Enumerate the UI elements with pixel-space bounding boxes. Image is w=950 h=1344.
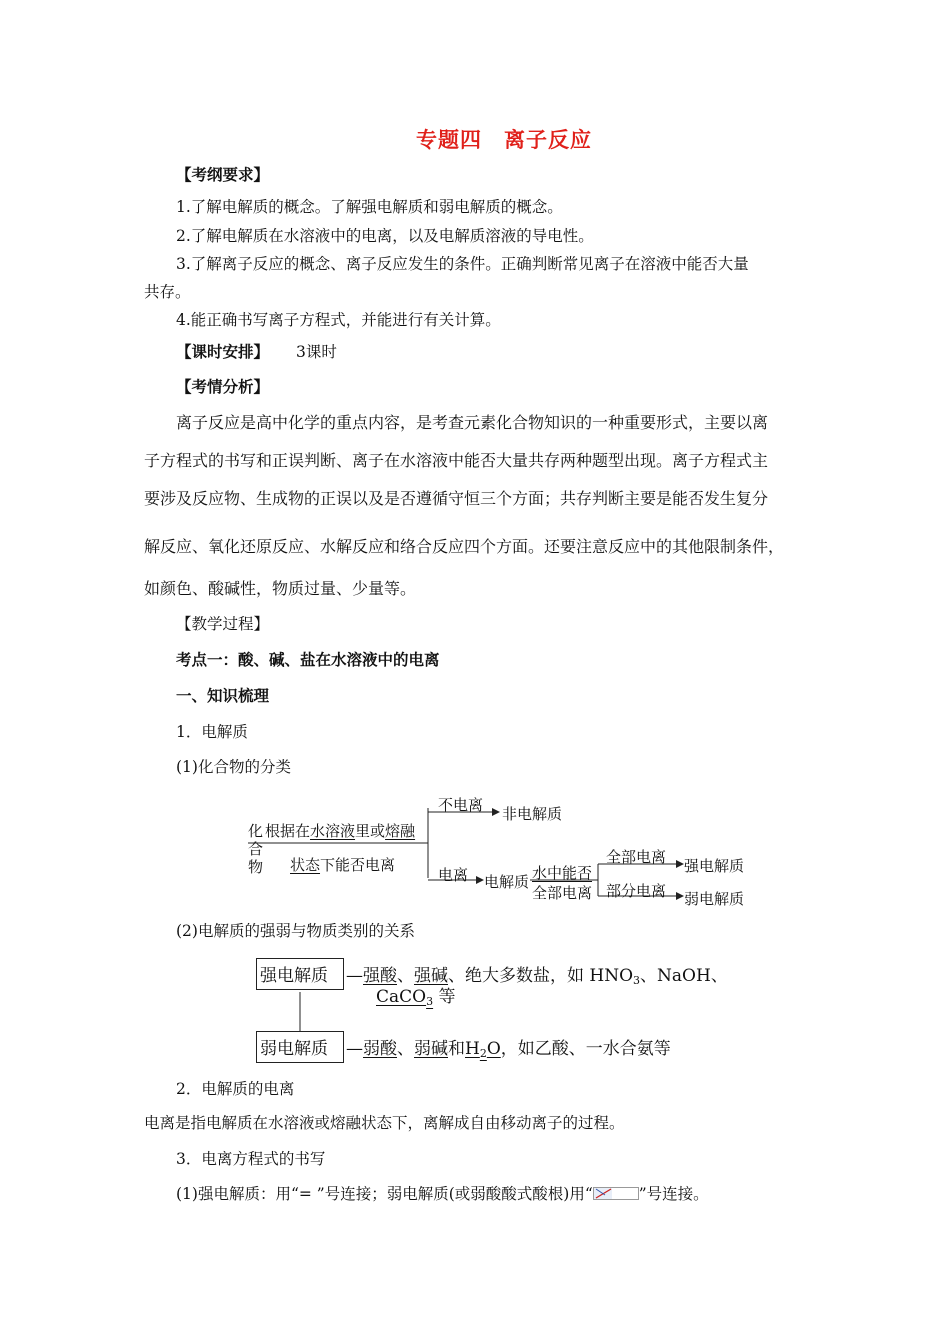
classify-root-2: 合 — [248, 840, 264, 858]
item-3-heading: 3．电离方程式的书写 — [176, 1150, 326, 1168]
classify-root-1: 化 — [248, 822, 264, 840]
weak-box-label: 弱电解质 — [260, 1039, 328, 1059]
sub-1-heading: (1)化合物的分类 — [176, 758, 291, 776]
classify-full-ion: 全部电离 — [606, 848, 667, 866]
item-2-text: 电离是指电解质在水溶液或熔融状态下，离解成自由移动离子的过程。 — [144, 1114, 625, 1132]
page-title: 专题四 离子反应 — [416, 127, 592, 152]
classify-no-ion: 不电离 — [438, 796, 484, 814]
classify-criterion-line-1: 根据在水溶液里或熔融 — [265, 822, 416, 840]
outline-item-2: 2.了解电解质在水溶液中的电离，以及电解质溶液的导电性。 — [176, 227, 594, 245]
classify-electrolyte: 电解质 — [484, 873, 530, 891]
item-2-heading: 2．电解质的电离 — [176, 1080, 295, 1098]
section-1-heading: 一、知识梳理 — [176, 686, 270, 705]
strong-description: —强酸、强碱、绝大多数盐，如 $HNO_3$、NaOH、 — [346, 966, 728, 987]
reversible-arrow-icon — [593, 1187, 639, 1200]
outline-item-3: 3.了解离子反应的概念、离子反应发生的条件。正确判断常见离子在溶液中能否大量 — [176, 255, 749, 273]
analysis-line-5: 如颜色、酸碱性，物质过量、少量等。 — [144, 579, 417, 598]
outline-item-4: 4.能正确书写离子方程式，并能进行有关计算。 — [176, 311, 501, 329]
classify-water-question-2: 全部电离 — [532, 884, 593, 902]
strong-description-cont: CaCO$_3$ 等 — [376, 987, 456, 1008]
process-heading: 【教学过程】 — [176, 615, 270, 633]
outline-item-3-cont: 共存。 — [144, 283, 191, 301]
strong-box-label: 强电解质 — [260, 966, 328, 986]
classify-root-3: 物 — [248, 858, 264, 876]
classify-criterion-line-2: 状态下能否电离 — [290, 856, 396, 874]
item-1-heading: 1．电解质 — [176, 723, 248, 741]
classify-water-question: 水中能否 — [532, 864, 593, 882]
weak-description: —弱酸、弱碱和$H_2O$，如乙酸、一水合氨等 — [346, 1039, 671, 1060]
analysis-line-2: 子方程式的书写和正误判断、离子在水溶液中能否大量共存两种题型出现。离子方程式主 — [144, 451, 769, 470]
outline-item-1: 1.了解电解质的概念。了解强电解质和弱电解质的概念。 — [176, 198, 563, 216]
classify-ion: 电离 — [438, 866, 469, 884]
classify-strong: 强电解质 — [684, 857, 745, 875]
sub-2-heading: (2)电解质的强弱与物质类别的关系 — [176, 922, 415, 940]
classify-partial-ion: 部分电离 — [606, 882, 667, 900]
classify-weak: 弱电解质 — [684, 890, 745, 908]
topic-1-heading: 考点一：酸、碱、盐在水溶液中的电离 — [176, 650, 440, 669]
outline-heading: 【考纲要求】 — [176, 165, 270, 184]
analysis-heading: 【考情分析】 — [176, 377, 270, 396]
analysis-line-3: 要涉及反应物、生成物的正误以及是否遵循守恒三个方面；共存判断主要是能否发生复分 — [144, 489, 769, 508]
analysis-line-4: 解反应、氧化还原反应、水解反应和络合反应四个方面。还要注意反应中的其他限制条件， — [144, 537, 785, 556]
schedule-heading: 【课时安排】 — [176, 342, 270, 361]
item-3-text: (1)强电解质：用“= ”号连接；弱电解质(或弱酸酸式酸根)用“ ”号连接。 — [176, 1185, 709, 1203]
schedule-value: 3课时 — [296, 343, 337, 361]
classify-non-electrolyte: 非电解质 — [502, 805, 563, 823]
analysis-line-1: 离子反应是高中化学的重点内容，是考查元素化合物知识的一种重要形式，主要以离 — [176, 413, 769, 432]
